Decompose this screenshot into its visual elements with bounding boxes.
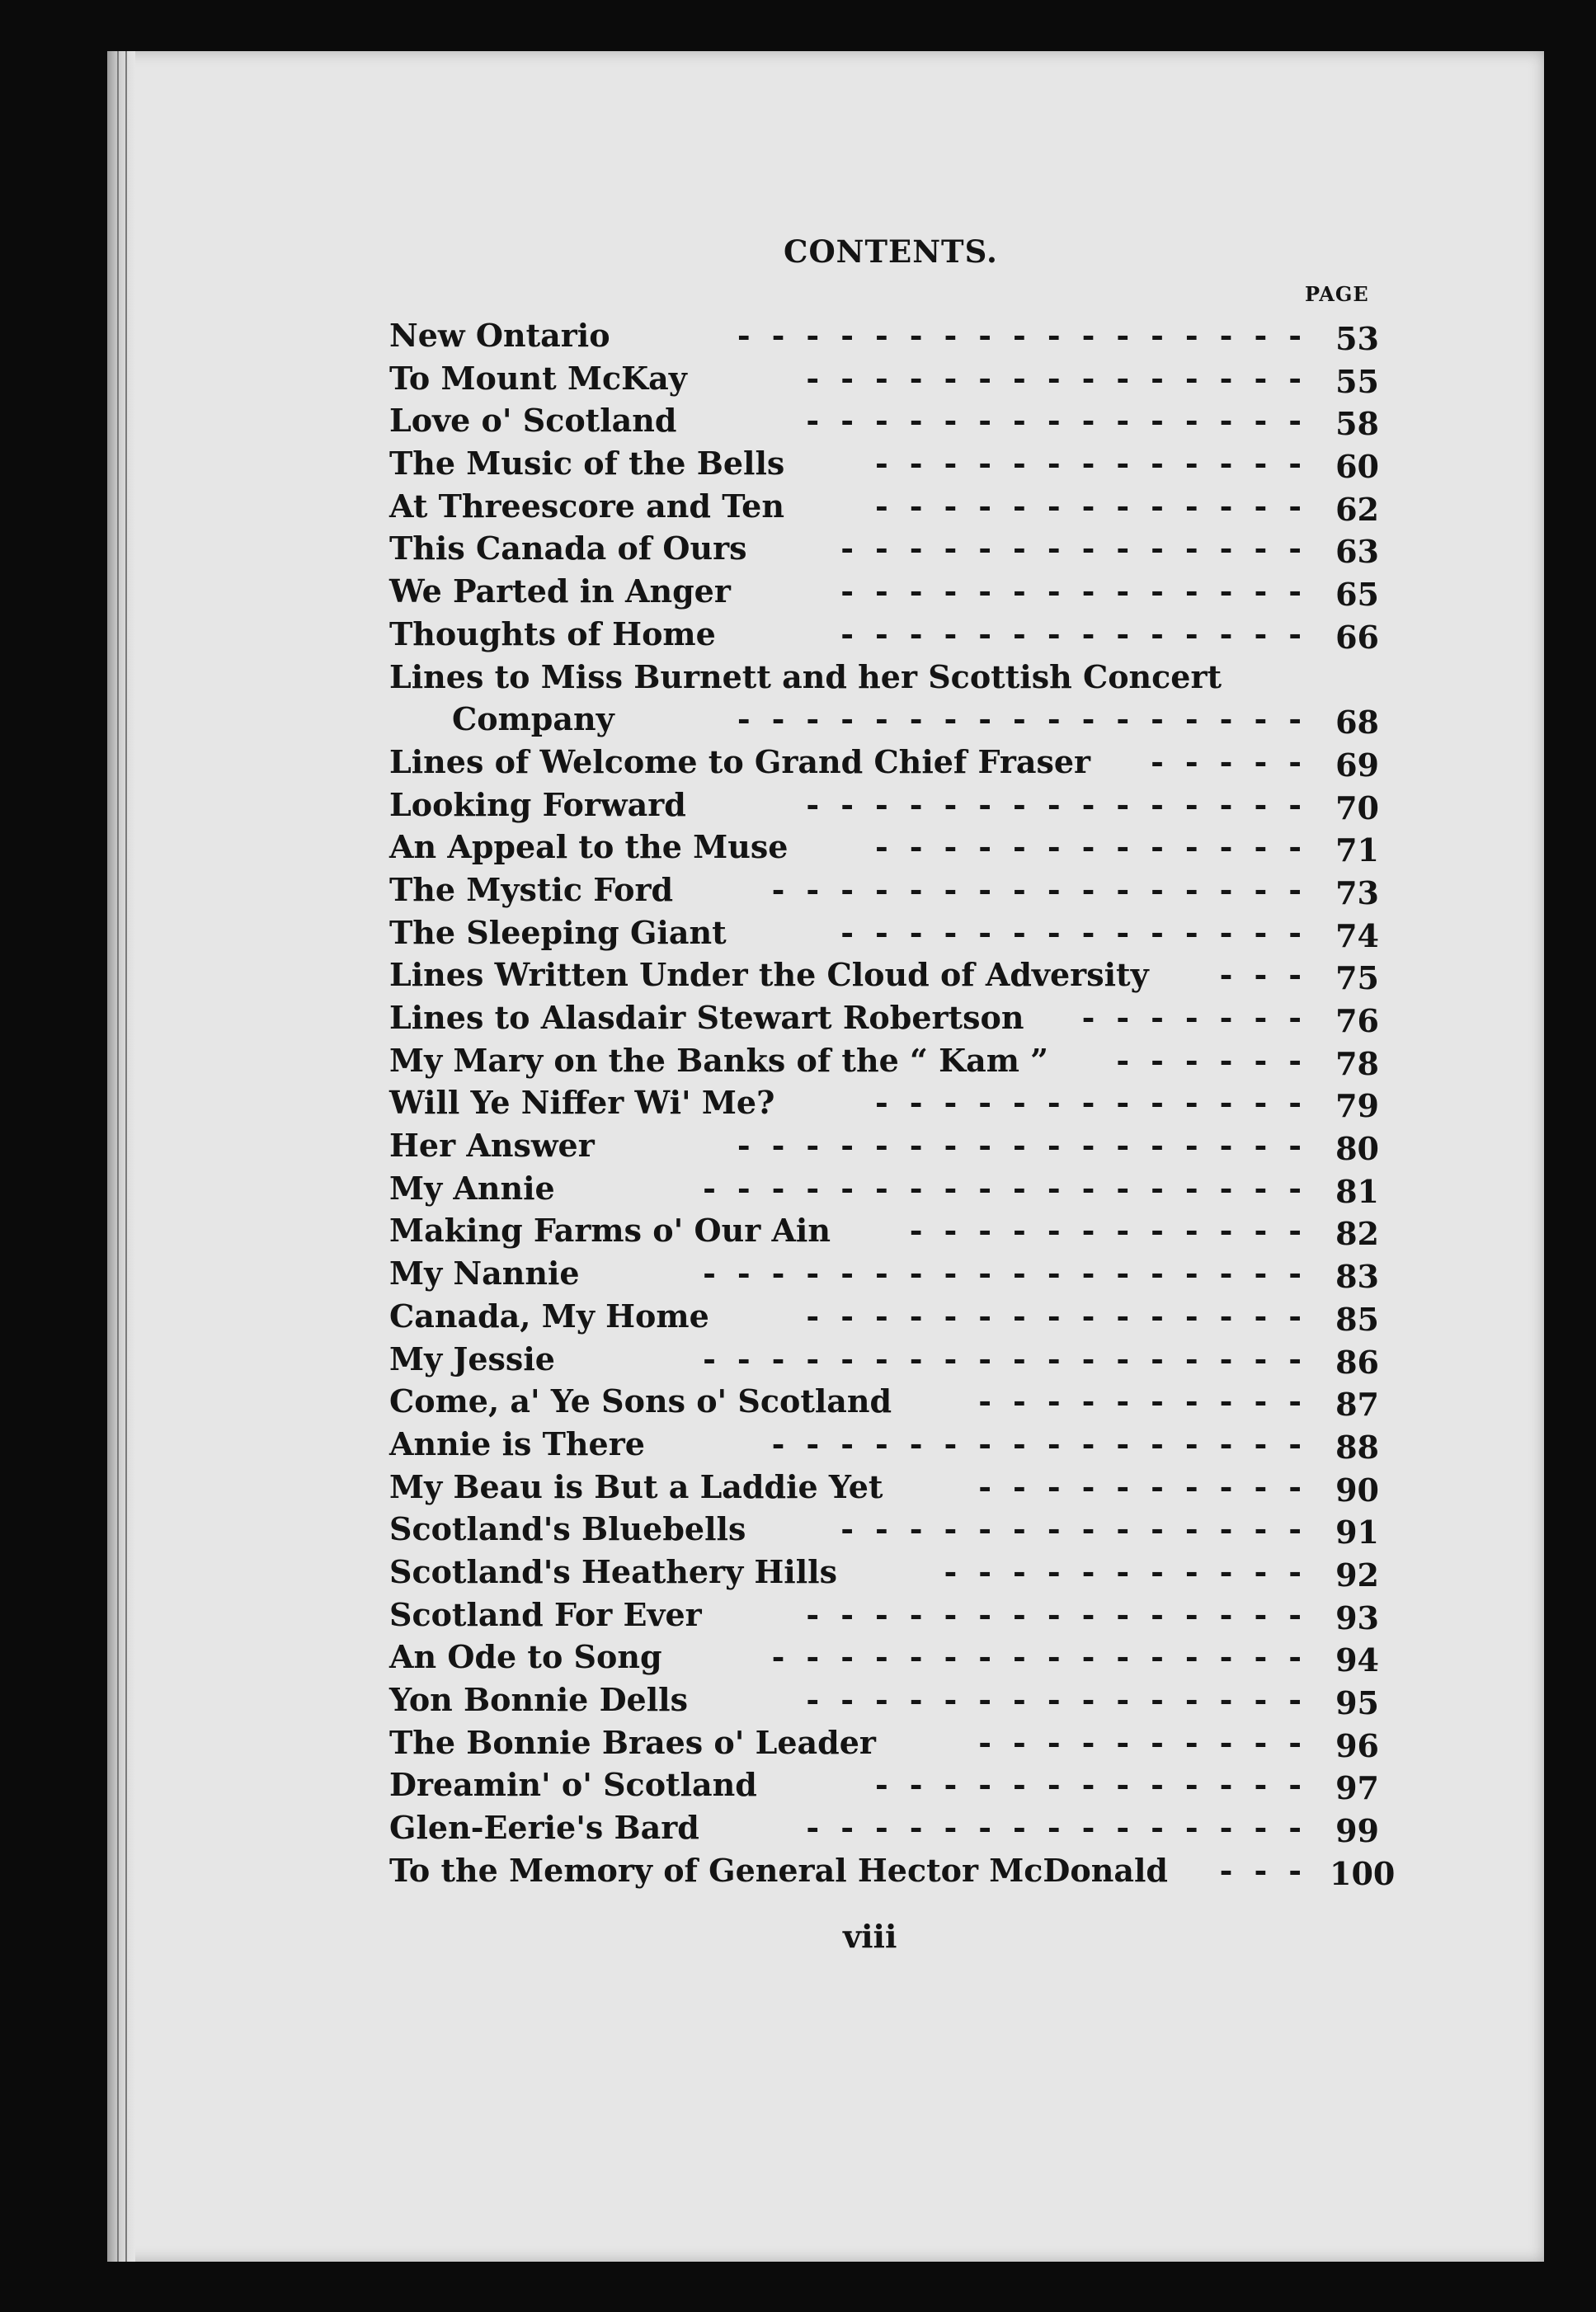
toc-entry-title: The Mystic Ford [389, 870, 674, 908]
spine-edge-line [117, 51, 119, 2262]
toc-entry [389, 356, 1379, 399]
toc-entry [389, 1208, 1379, 1251]
toc-entry-title: Her Answer [389, 1127, 595, 1165]
leader-dots: --- [1219, 1851, 1323, 1889]
leader-dots: ------------------ [703, 1169, 1323, 1207]
toc-entry-title: An Ode to Song [389, 1638, 662, 1676]
leader-dots: -------------- [840, 572, 1323, 610]
leader-dots: ---------- [978, 1382, 1323, 1420]
toc-entry-page-number: 81 [1335, 1172, 1379, 1210]
leader-dots: --------------- [806, 1809, 1323, 1847]
toc-entry [389, 1848, 1396, 1892]
toc-entry-page-number: 66 [1335, 618, 1379, 656]
toc-entry [389, 441, 1379, 484]
toc-entry-page-number: 74 [1335, 916, 1379, 954]
toc-entry-page-number: 55 [1335, 362, 1379, 400]
toc-entry-title: Scotland's Bluebells [389, 1510, 746, 1548]
toc-entry-page-number: 87 [1335, 1386, 1379, 1424]
leader-dots: -------------- [840, 913, 1323, 951]
toc-entry-title: An Appeal to the Muse [389, 828, 789, 866]
leader-dots: ------------ [909, 1212, 1323, 1250]
toc-entry-title: Lines Written Under the Cloud of Adversity [389, 956, 1149, 994]
toc-entry [389, 953, 1379, 996]
toc-entry-title: My Annie [389, 1169, 555, 1207]
leader-dots: ----------------- [737, 1127, 1323, 1165]
leader-dots: --------------- [806, 785, 1323, 823]
toc-entry-title: New Ontario [389, 317, 610, 354]
contents-heading: CONTENTS. [784, 233, 998, 270]
toc-entry-title: Annie is There [389, 1424, 645, 1462]
toc-entry-page-number: 96 [1335, 1726, 1379, 1764]
toc-entry [389, 825, 1379, 868]
toc-entry-title: Yon Bonnie Dells [389, 1681, 688, 1719]
toc-entry [389, 1763, 1379, 1806]
leader-dots: --------------- [806, 1297, 1323, 1335]
leader-dots: ---------------- [771, 1424, 1323, 1462]
leader-dots: -------------- [840, 614, 1323, 652]
toc-entry [389, 398, 1379, 441]
leader-dots: ------------- [874, 828, 1323, 866]
toc-entry [389, 1337, 1379, 1380]
toc-entry [389, 1294, 1379, 1337]
leader-dots: ------------- [874, 487, 1323, 525]
toc-entry [389, 1123, 1379, 1166]
toc-entry [389, 783, 1379, 826]
leader-dots: ----------------- [737, 699, 1323, 737]
toc-entry-title: My Nannie [389, 1255, 580, 1293]
toc-entry [389, 612, 1379, 655]
toc-entry-title: Looking Forward [389, 785, 686, 823]
toc-entry-title: Lines to Alasdair Stewart Robertson [389, 999, 1024, 1037]
leader-dots: ------------- [874, 445, 1323, 483]
leader-dots: ---------- [978, 1723, 1323, 1761]
toc-entry-page-number: 79 [1335, 1087, 1379, 1125]
toc-entry [389, 484, 1379, 527]
leader-dots: ------- [1081, 999, 1323, 1037]
toc-entry-title: Glen-Eerie's Bard [389, 1809, 699, 1847]
leader-dots: ----- [1151, 742, 1323, 780]
toc-entry-page-number: 75 [1335, 959, 1379, 997]
toc-entry-title: Scotland For Ever [389, 1595, 702, 1633]
toc-entry [389, 740, 1379, 783]
toc-entry-title: The Sleeping Giant [389, 913, 727, 951]
toc-entry-title: My Beau is But a Laddie Yet [389, 1467, 883, 1505]
toc-entry [389, 1593, 1379, 1636]
toc-entry-page-number: 100 [1330, 1854, 1396, 1892]
toc-entry [389, 526, 1379, 569]
toc-entry-title: Making Farms o' Our Ain [389, 1212, 831, 1250]
leader-dots: ----------------- [737, 317, 1323, 354]
toc-entry-page-number: 82 [1335, 1215, 1379, 1253]
toc-entry [389, 313, 1379, 356]
toc-entry [389, 911, 1379, 954]
leader-dots: ------------------ [703, 1255, 1323, 1293]
toc-entry-title: Will Ye Niffer Wi' Me? [389, 1084, 775, 1122]
toc-entry [389, 1806, 1379, 1848]
toc-entry-page-number: 88 [1335, 1428, 1379, 1466]
toc-entry-page-number: 90 [1335, 1471, 1379, 1509]
page-column-label: PAGE [1305, 282, 1369, 306]
toc-entry-page-number: 69 [1335, 746, 1379, 784]
toc-entry-title-continued: Company [452, 699, 614, 737]
toc-entry [389, 1379, 1379, 1422]
leader-dots: ------------------ [703, 1340, 1323, 1377]
toc-entry-title: Dreamin' o' Scotland [389, 1766, 757, 1804]
toc-entry-title: Come, a' Ye Sons o' Scotland [389, 1382, 892, 1420]
toc-entry-page-number: 70 [1335, 789, 1379, 826]
toc-entry-page-number: 62 [1335, 490, 1379, 528]
toc-entry [389, 996, 1379, 1038]
toc-entry-page-number: 97 [1335, 1769, 1379, 1807]
toc-entry-page-number: 60 [1335, 448, 1379, 486]
toc-entry [389, 868, 1379, 911]
toc-entry-page-number: 91 [1335, 1514, 1379, 1552]
leader-dots: ----------- [944, 1552, 1323, 1590]
leader-dots: ------ [1116, 1041, 1323, 1079]
toc-entry-page-number: 92 [1335, 1556, 1379, 1594]
toc-entry-title: My Mary on the Banks of the “ Kam ” [389, 1041, 1049, 1079]
toc-entry-page-number: 65 [1335, 576, 1379, 614]
toc-entry-page-number: 71 [1335, 831, 1379, 869]
toc-entry-page-number: 95 [1335, 1684, 1379, 1722]
toc-entry-page-number: 63 [1335, 533, 1379, 571]
leader-dots: -------------- [840, 530, 1323, 567]
toc-entry [389, 1507, 1379, 1550]
toc-entry-title: At Threescore and Ten [389, 487, 784, 525]
toc-entry-title: My Jessie [389, 1340, 555, 1377]
toc-entry [389, 1166, 1379, 1209]
toc-entry [389, 1038, 1379, 1081]
leader-dots: --------------- [806, 359, 1323, 397]
toc-entry-page-number: 78 [1335, 1044, 1379, 1082]
leader-dots: ---------- [978, 1467, 1323, 1505]
toc-entry-page-number: 53 [1335, 320, 1379, 357]
toc-entry-page-number: 58 [1335, 405, 1379, 443]
toc-entry-page-number: 94 [1335, 1641, 1379, 1679]
toc-entry-title: The Bonnie Braes o' Leader [389, 1723, 876, 1761]
page-folio: viii [843, 1918, 897, 1955]
toc-entry-title: To Mount McKay [389, 359, 687, 397]
toc-entry-title: Canada, My Home [389, 1297, 709, 1335]
toc-entry-page-number: 73 [1335, 873, 1379, 911]
leader-dots: -------------- [840, 1510, 1323, 1548]
toc-entry-page-number: 76 [1335, 1002, 1379, 1040]
toc-entry-page-number: 99 [1335, 1812, 1379, 1850]
toc-entry [389, 1251, 1379, 1294]
toc-entry-title: The Music of the Bells [389, 445, 785, 483]
toc-entry-page-number: 68 [1335, 703, 1379, 741]
toc-entry-title: This Canada of Ours [389, 530, 747, 567]
toc-entry-title: Lines to Miss Burnett and her Scottish Concert [389, 657, 1222, 695]
table-of-contents [389, 313, 1396, 1892]
toc-entry [389, 1465, 1379, 1508]
leader-dots: --------------- [806, 1681, 1323, 1719]
toc-entry-title: Thoughts of Home [389, 614, 716, 652]
toc-entry-page-number: 93 [1335, 1599, 1379, 1636]
toc-entry [389, 1081, 1379, 1123]
toc-entry-title: Scotland's Heathery Hills [389, 1552, 837, 1590]
book-spine-shadow [107, 51, 135, 2262]
toc-entry-page-number: 85 [1335, 1300, 1379, 1338]
toc-entry-title: Love o' Scotland [389, 402, 677, 440]
toc-entry-title: Lines of Welcome to Grand Chief Fraser [389, 742, 1091, 780]
toc-entry-title: To the Memory of General Hector McDonald [389, 1851, 1168, 1889]
toc-entry [389, 1550, 1379, 1593]
leader-dots: --------------- [806, 1595, 1323, 1633]
toc-entry-title: We Parted in Anger [389, 572, 731, 610]
leader-dots: ------------- [874, 1766, 1323, 1804]
leader-dots: ---------------- [771, 1638, 1323, 1676]
toc-entry [389, 1422, 1379, 1465]
toc-entry-page-number: 83 [1335, 1258, 1379, 1296]
leader-dots: --- [1219, 956, 1323, 994]
toc-entry [389, 1635, 1379, 1678]
toc-entry [389, 1678, 1379, 1721]
leader-dots: --------------- [806, 402, 1323, 440]
toc-entry-page-number: 80 [1335, 1130, 1379, 1168]
toc-entry [389, 655, 1379, 740]
toc-entry-page-number: 86 [1335, 1343, 1379, 1381]
leader-dots: ------------- [874, 1084, 1323, 1122]
leader-dots: ---------------- [771, 870, 1323, 908]
toc-entry [389, 569, 1379, 612]
spine-edge-line [125, 51, 127, 2262]
toc-entry [389, 1721, 1379, 1763]
